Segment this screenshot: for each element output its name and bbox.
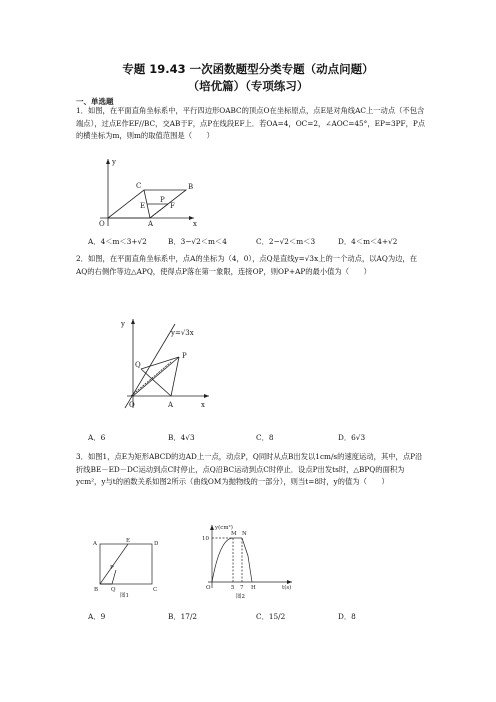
title-line-2: （培优篇）（专项练习） xyxy=(187,79,309,93)
q3-fig2-label-t: t(s) xyxy=(282,585,292,591)
q1-text: 1．如图，在平面直角坐标系中，平行四边形OABC的顶点O在坐标原点，点E是对角线AC上一动点（不包含端点），过点E作EF//BC，交AB于F，点P在线段EF上．若OA=4，OC=2，∠AOC=45°，EP=3PF，P点的横坐标为m，则m的取值范围是（ ） xyxy=(76,106,426,140)
q2-options xyxy=(88,433,428,443)
q3-fig1-label-b: B xyxy=(94,587,99,593)
q3-fig2-label-5: 5 xyxy=(231,585,235,591)
q3-fig1-label-p: P xyxy=(110,565,114,571)
q2-option-c[interactable]: C．8 xyxy=(256,433,274,442)
q1-label-x: x xyxy=(193,220,197,228)
q1-label-b: B xyxy=(188,183,194,191)
q1-label-p: P xyxy=(160,196,165,204)
q3-options xyxy=(88,612,428,622)
q1-label-a: A xyxy=(148,220,154,228)
q2-label-q: Q xyxy=(135,361,141,369)
q3-option-a[interactable]: A．9 xyxy=(88,612,106,621)
q3-fig1-caption: 图1 xyxy=(120,593,129,598)
q3-fig2-label-y: y(cm²) xyxy=(215,525,233,531)
q3-fig2-label-h: H xyxy=(251,585,256,591)
q3-fig2-caption: 图2 xyxy=(236,594,245,600)
q1-label-c: C xyxy=(136,182,142,190)
q3-figure-1 xyxy=(92,536,162,598)
q2-segment-qp xyxy=(141,357,179,369)
q2-segment-qa xyxy=(141,369,171,396)
q1-figure xyxy=(88,156,200,230)
q3-fig1-label-d: D xyxy=(154,541,159,547)
title-line-1: 专题 19.43 一次函数题型分类专题（动点问题） xyxy=(122,62,374,76)
q1-option-c[interactable]: C．2−√2＜m＜3 xyxy=(256,237,316,246)
q3-text: 3．如图1，点E为矩形ABCD的边AD上一点，动点P，Q同时从点B出发以1cm/s的速度运动，其中，点P沿折线BE－ED－DC运动到点C时停止，点Q沿BC运动到点C时停止．设点P出发ts时，△BPQ的面积为ycm²，y与t的函数关系如图2所示（曲线OM为抛物线的一部分），则当t=8时，y的值为（ ） xyxy=(76,452,423,486)
q1-label-y: y xyxy=(112,158,116,166)
q3-fig2-label-o: O xyxy=(206,585,211,591)
q2-label-x: x xyxy=(201,401,205,409)
q3-segment-pq xyxy=(112,570,116,584)
q2-label-line: y=√3x xyxy=(171,329,194,337)
q2-figure xyxy=(113,316,213,412)
q1-option-b[interactable]: B．3−√2＜m＜4 xyxy=(168,237,227,246)
q3-fig2-label-7: 7 xyxy=(240,585,244,591)
q3-fig1-label-q: Q xyxy=(111,587,116,593)
q1-label-f: F xyxy=(170,202,175,210)
q3-fig1-label-c: C xyxy=(153,587,158,593)
q2-label-o: O xyxy=(129,401,135,409)
q1-option-a[interactable]: A．4＜m＜3+√2 xyxy=(88,237,147,246)
q2-option-b[interactable]: B．4√3 xyxy=(168,433,195,442)
q3-segment-nh xyxy=(242,538,252,582)
q3-figure-2 xyxy=(196,522,296,602)
q3-fig1-label-a: A xyxy=(93,541,97,547)
section-heading: 一、单选题 xyxy=(76,97,114,106)
q1-label-e: E xyxy=(140,202,146,210)
q1-label-o: O xyxy=(99,220,105,228)
q2-label-p: P xyxy=(182,352,187,360)
q3-rectangle-abcd xyxy=(100,544,152,584)
q2-option-a[interactable]: A．6 xyxy=(88,433,106,442)
q3-fig2-label-m: M xyxy=(231,531,237,537)
q2-text: 2．如图，在平面直角坐标系中，点A的坐标为（4，0），点Q是直线y=√3x上的一个动点，以AQ为边，在AQ的右侧作等边△APQ，使得点P落在第一象限，连接OP，则OP+AP的最小值为（ ） xyxy=(76,254,417,276)
q3-fig2-label-10: 10 xyxy=(202,536,209,542)
q2-label-y: y xyxy=(121,320,125,328)
q1-options xyxy=(88,237,428,247)
q3-curve-om xyxy=(212,538,233,582)
q2-label-a: A xyxy=(168,401,174,409)
q1-option-d[interactable]: D．4＜m＜4+√2 xyxy=(338,237,398,246)
q3-option-b[interactable]: B．17/2 xyxy=(168,612,198,621)
q3-option-c[interactable]: C．15/2 xyxy=(256,612,286,621)
q3-option-d[interactable]: D．8 xyxy=(338,612,356,621)
q3-fig1-label-e: E xyxy=(126,538,131,544)
q3-fig2-label-n: N xyxy=(242,531,247,537)
q2-option-d[interactable]: D．6√3 xyxy=(338,433,366,442)
